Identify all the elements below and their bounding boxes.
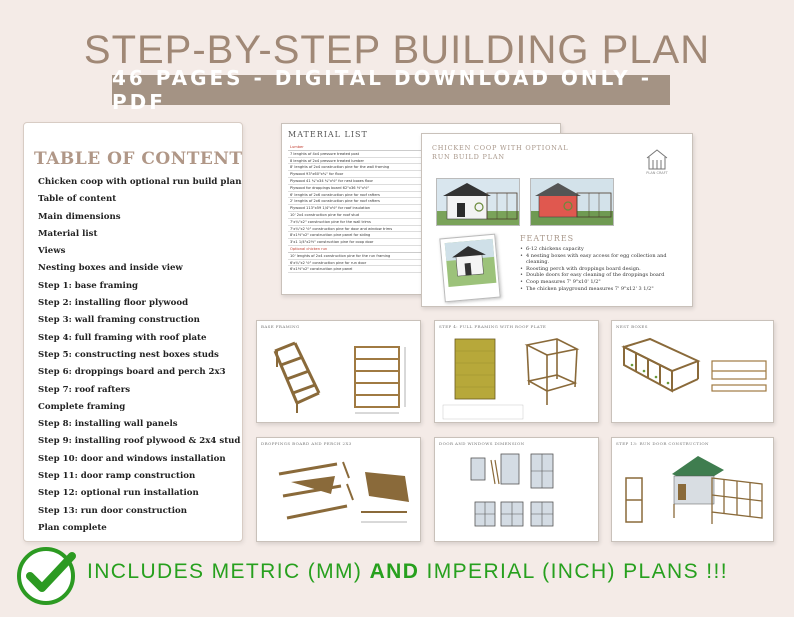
brand-name: PLAN CRAFT	[646, 171, 668, 175]
page-title: STEP-BY-STEP BUILDING PLAN	[83, 28, 711, 72]
thumbnail-droppings-board	[256, 437, 421, 542]
toc-item: Material list	[38, 228, 98, 239]
cover-title: CHICKEN COOP WITH OPTIONAL RUN BUILD PLAN	[432, 144, 569, 161]
toc-item: Step 6: droppings board and perch 2x3	[38, 367, 226, 378]
material-row: 8'x1½"x2" construction pine panel for siding	[288, 232, 453, 239]
thumbnail-full-framing	[434, 320, 599, 423]
toc-item: Table of content	[38, 194, 117, 205]
thumbnail-nest-boxes	[611, 320, 774, 423]
material-row: 6' lenghts of 2x6 construction pine for roof rafters	[288, 192, 453, 199]
material-row: 7'x¾"x2 ½" construction pine for door and window trims	[288, 226, 453, 233]
footer-note	[87, 560, 728, 584]
features-list	[520, 246, 690, 292]
thumbnail-label: BASE FRAMING	[261, 324, 300, 329]
coop-polaroid	[439, 234, 500, 303]
material-row: 8' lenghts of 2x4 construction pine for the wall framing	[288, 164, 453, 171]
brand-logo	[644, 148, 670, 175]
house-logo-icon	[644, 148, 670, 170]
material-row: 2' lenghts of 2x6 construction pine for roof rafters	[288, 198, 453, 205]
toc-item: Chicken coop with optional run build plan	[38, 177, 242, 187]
thumbnail-base-framing	[256, 320, 421, 423]
toc-item: Views	[38, 246, 66, 257]
toc-item: Step 13: run door construction	[38, 505, 188, 516]
feature-item: • 4 nesting boxes with easy access for egg collection and cleaning.	[520, 253, 690, 266]
toc-item: Step 11: door ramp construction	[38, 471, 196, 482]
thumbnail-label: DOOR AND WINDOWS DIMENSION	[439, 441, 525, 446]
toc-item: Plan complete	[38, 522, 107, 533]
feature-item: • The chicken playground measures 7' 9"x12' 3 1/2"	[520, 286, 690, 293]
material-row: 3'x1 1/4"x2½" construction pine for coop door	[288, 239, 453, 246]
toc-item: Step 7: roof rafters	[38, 384, 131, 395]
toc-item: Step 2: installing floor plywood	[38, 298, 189, 309]
toc-item: Step 12: optional run installation	[38, 488, 199, 499]
toc-list	[38, 174, 242, 537]
coop-render-right	[530, 178, 614, 226]
toc-item: Step 9: installing roof plywood & 2x4 stud	[38, 436, 241, 447]
thumbnail-run-door	[611, 437, 774, 542]
page-banner: 46 PAGES - DIGITAL DOWNLOAD ONLY - PDF	[112, 75, 670, 105]
toc-item: Step 8: installing wall panels	[38, 419, 178, 430]
feature-item: • Double doors for easy cleaning of the droppings board	[520, 272, 690, 279]
cover-page	[421, 133, 693, 307]
toc-item: Step 10: door and windows installation	[38, 453, 226, 464]
material-row: Plywood 113"x59 1/4"x½" for roof insulation	[288, 205, 453, 212]
thumbnail-label: STEP 13: RUN DOOR CONSTRUCTION	[616, 441, 709, 446]
toc-item: Main dimensions	[38, 211, 121, 222]
material-row: Plywood 41 ¾"x34 ¾"x½" for nest boxes floor	[288, 178, 453, 185]
thumbnail-door-windows	[434, 437, 599, 542]
material-row: 10' 2x4 construction pine for roof stud	[288, 212, 453, 219]
thumbnail-label: STEP 4: FULL FRAMING WITH ROOF PLATE	[439, 324, 547, 329]
features-block	[520, 234, 690, 292]
material-row: 7 lenghts of 4x4 pressure treated post	[288, 151, 453, 158]
material-row: Plywood 93"x60"x¾" for floor	[288, 171, 453, 178]
material-row: 8 lenghts of 2x4 pressure treated lumber	[288, 158, 453, 165]
material-row: 10' lenghts of 2x4 construction pine for the run framing	[288, 253, 453, 260]
material-section-label: Lumber	[288, 144, 453, 151]
coop-render-left	[436, 178, 520, 226]
toc-item: Step 5: constructing nest boxes studs	[38, 349, 219, 360]
material-row: Plywood for droppings board 62"x36 ½"x½"	[288, 185, 453, 192]
material-row: 6'x¾"x2 ½" construction pine for run door	[288, 260, 453, 267]
feature-item: • Roosting perch with droppings board design.	[520, 266, 690, 273]
thumbnail-label: DROPPINGS BOARD AND PERCH 2X3	[261, 441, 352, 446]
footer-prefix: INCLUDES METRIC (MM)	[87, 560, 370, 583]
material-list-title: MATERIAL LIST	[288, 130, 368, 139]
footer-emph: AND	[369, 560, 420, 583]
toc-title: TABLE OF CONTENT	[34, 149, 243, 169]
toc-item: Complete framing	[38, 401, 126, 412]
material-section-label: Optional chicken run	[288, 246, 453, 253]
toc-item: Nesting boxes and inside view	[38, 263, 183, 274]
material-row: 6'x1½"x2" construction pine panel	[288, 266, 453, 273]
toc-item: Step 3: wall framing construction	[38, 315, 200, 326]
feature-item: • 6-12 chickens capacity	[520, 246, 690, 253]
footer-suffix: IMPERIAL (INCH) PLANS !!!	[419, 560, 728, 583]
features-title: FEATURES	[520, 234, 575, 243]
toc-item: Step 4: full framing with roof plate	[38, 332, 207, 343]
feature-item: • Coop measures 7' 9"x10' 1/2"	[520, 279, 690, 286]
material-row: 7'x¾"x2" construction pine for the wall trims	[288, 219, 453, 226]
thumbnail-label: NEST BOXES	[616, 324, 648, 329]
toc-card	[23, 122, 243, 542]
check-circle-icon	[16, 544, 80, 608]
toc-item: Step 1: base framing	[38, 280, 139, 291]
